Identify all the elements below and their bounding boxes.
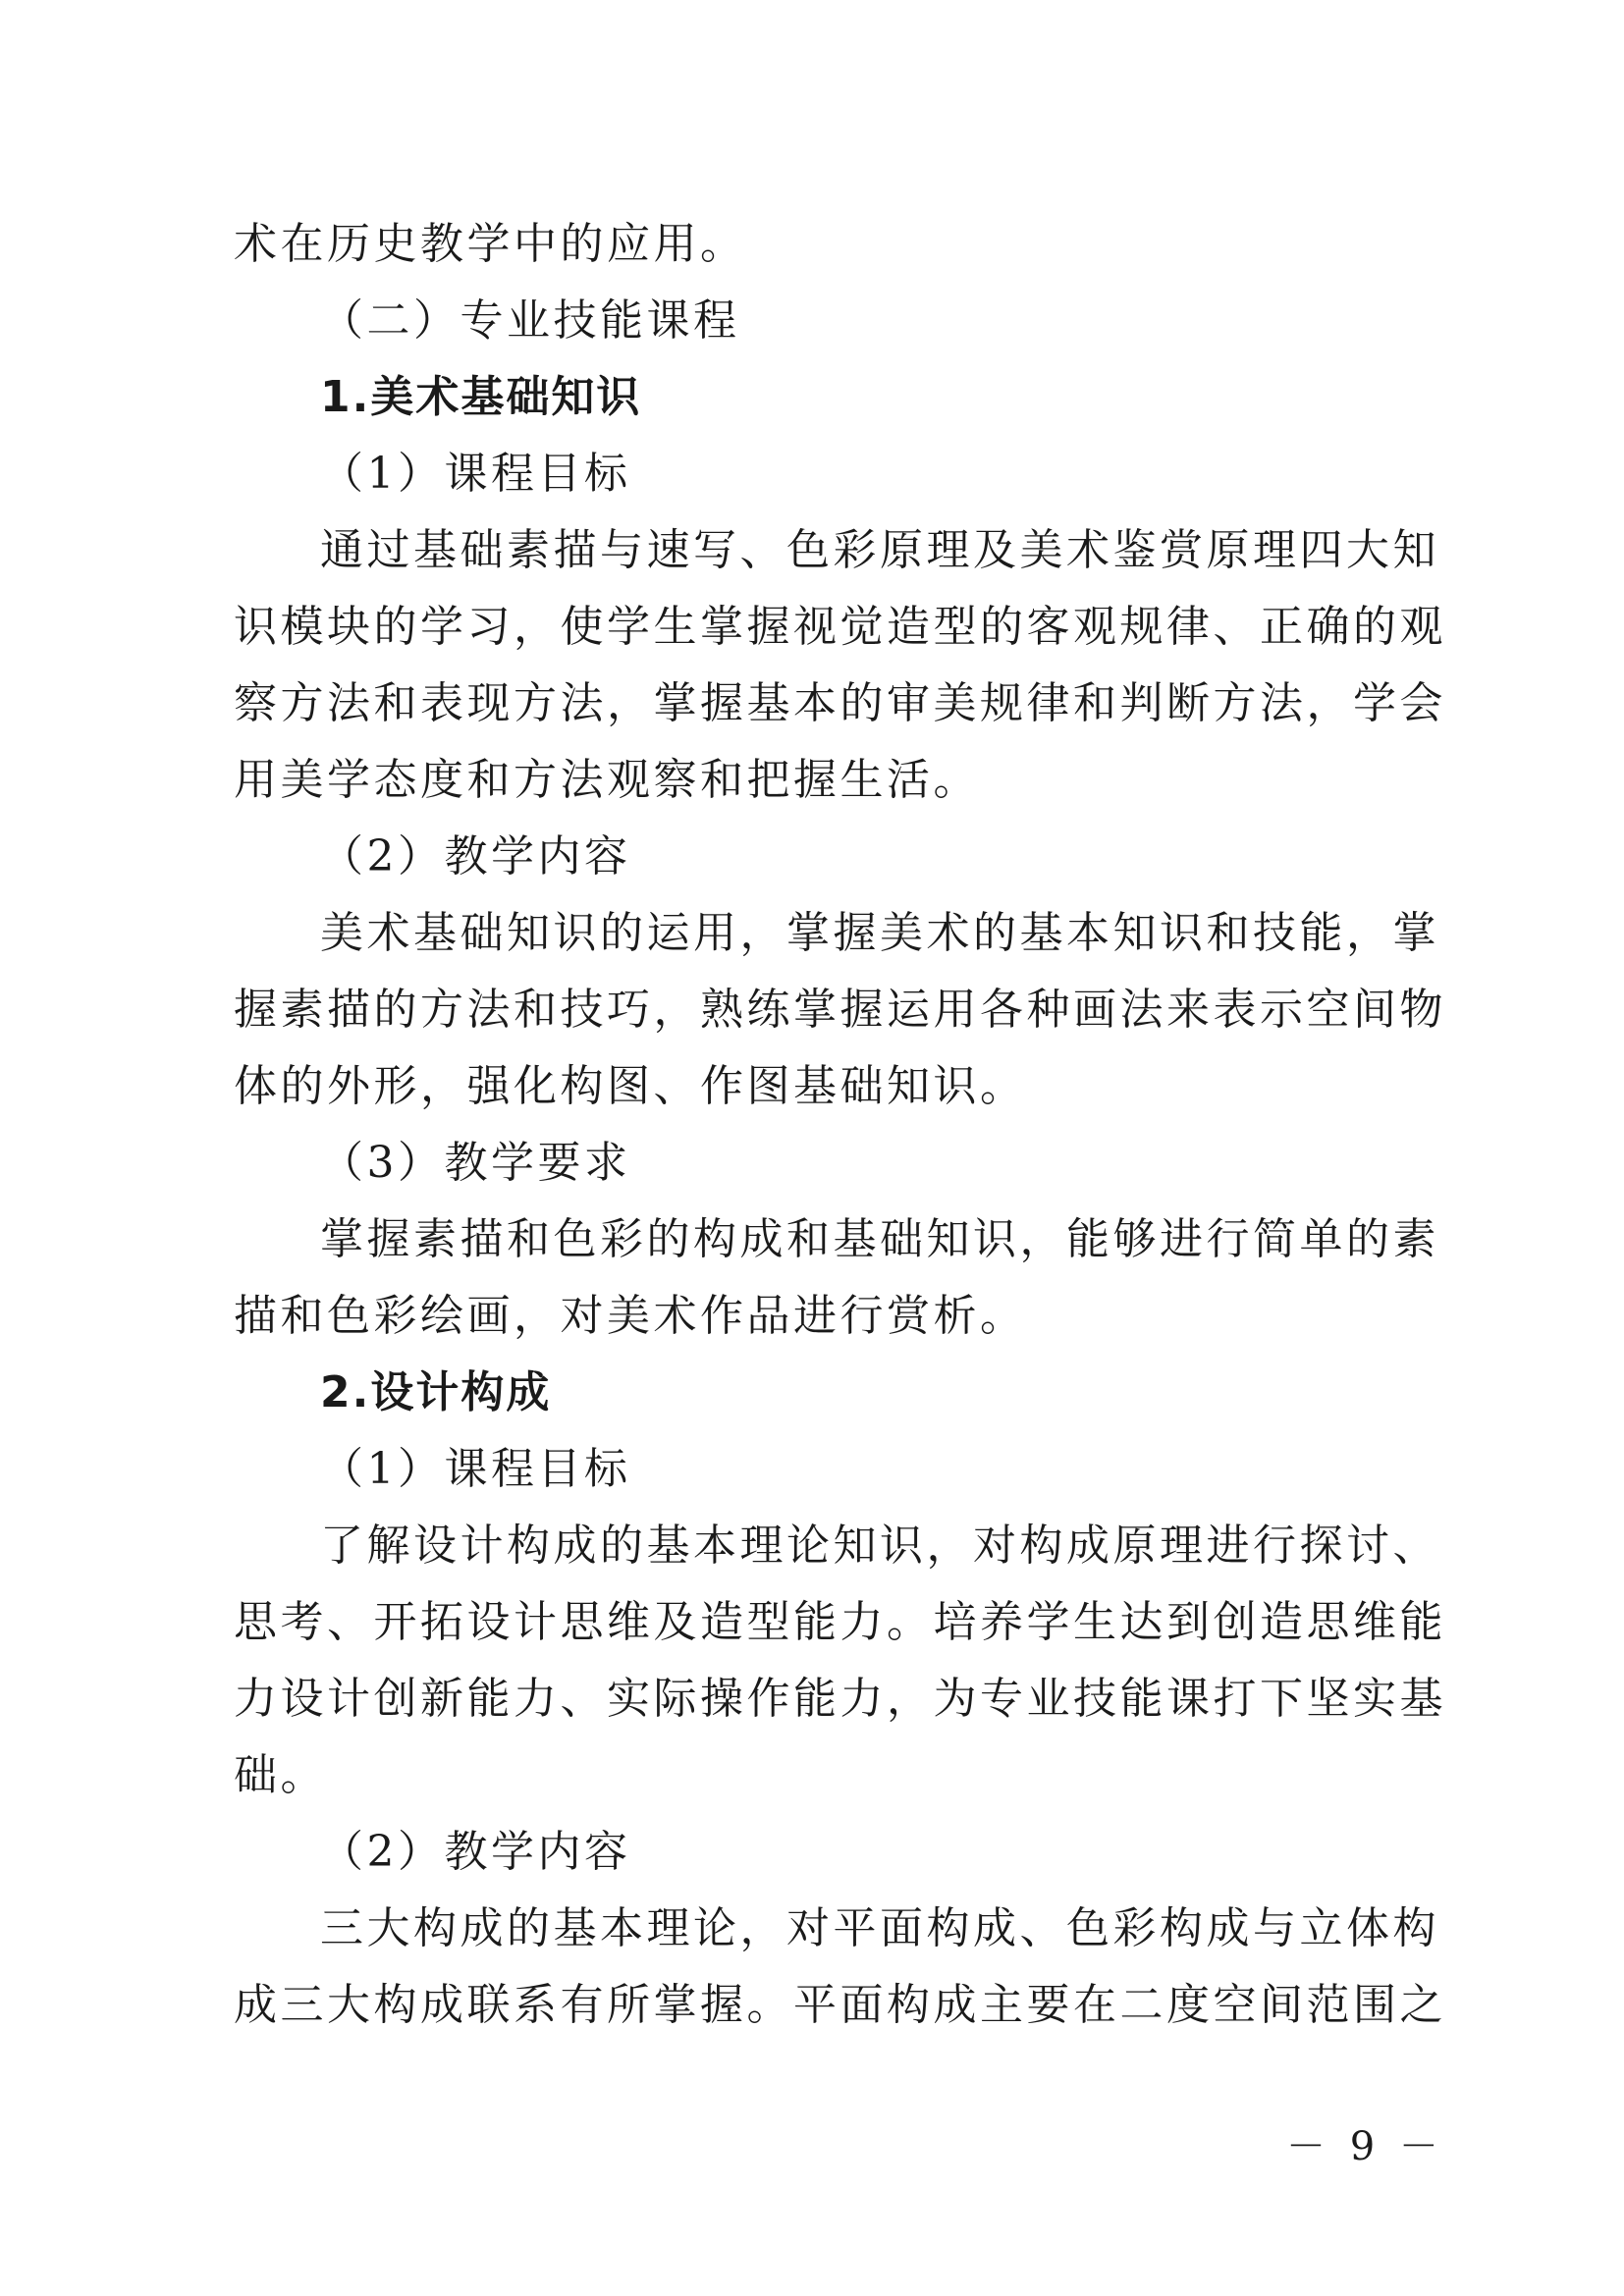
subsection-heading: （3）教学要求 xyxy=(320,1138,631,1188)
paragraph-line: 术在历史教学中的应用。 xyxy=(234,219,747,269)
paragraph-line: 描和色彩绘画，对美术作品进行赏析。 xyxy=(234,1291,1027,1341)
paragraph-line: 三大构成的基本理论，对平面构成、色彩构成与立体构 xyxy=(320,1903,1439,1953)
paragraph-line: 础。 xyxy=(234,1750,327,1800)
course-heading: 2.设计构成 xyxy=(320,1367,552,1417)
page-number: － 9 － xyxy=(1286,2124,1444,2169)
paragraph-line: 通过基础素描与速写、色彩原理及美术鉴赏原理四大知 xyxy=(320,525,1439,575)
paragraph-line: 察方法和表现方法，掌握基本的审美规律和判断方法，学会 xyxy=(234,678,1446,728)
paragraph-line: 体的外形，强化构图、作图基础知识。 xyxy=(234,1061,1027,1111)
paragraph-line: 掌握素描和色彩的构成和基础知识，能够进行简单的素 xyxy=(320,1214,1439,1264)
paragraph-line: 思考、开拓设计思维及造型能力。培养学生达到创造思维能 xyxy=(234,1597,1446,1647)
paragraph-line: 了解设计构成的基本理论知识，对构成原理进行探讨、 xyxy=(320,1521,1439,1571)
subsection-heading: （2）教学内容 xyxy=(320,831,631,881)
paragraph-line: 识模块的学习，使学生掌握视觉造型的客观规律、正确的观 xyxy=(234,602,1446,652)
body-text xyxy=(234,206,1446,2044)
section-heading: （二）专业技能课程 xyxy=(320,295,740,346)
paragraph-line: 握素描的方法和技巧，熟练掌握运用各种画法来表示空间物 xyxy=(234,985,1446,1035)
paragraph-line: 美术基础知识的运用，掌握美术的基本知识和技能，掌 xyxy=(320,908,1439,958)
course-heading: 1.美术基础知识 xyxy=(320,372,642,422)
paragraph-line: 成三大构成联系有所掌握。平面构成主要在二度空间范围之 xyxy=(234,1980,1446,2030)
subsection-heading: （2）教学内容 xyxy=(320,1827,631,1877)
subsection-heading: （1）课程目标 xyxy=(320,1444,631,1494)
paragraph-line: 力设计创新能力、实际操作能力，为专业技能课打下坚实基 xyxy=(234,1674,1446,1724)
subsection-heading: （1）课程目标 xyxy=(320,449,631,499)
paragraph-line: 用美学态度和方法观察和把握生活。 xyxy=(234,755,980,805)
